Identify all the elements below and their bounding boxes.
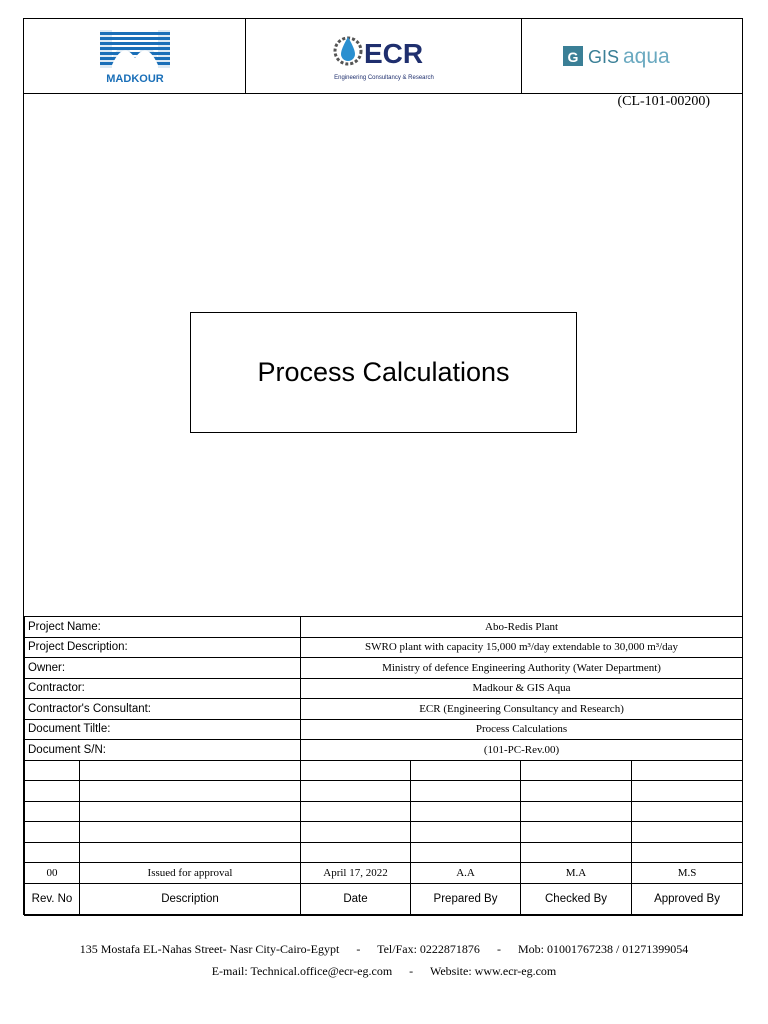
empty-revision-row (25, 760, 743, 781)
table-row (25, 637, 743, 658)
table-row (25, 699, 743, 720)
svg-text:G: G (567, 49, 579, 65)
row-label: Project Name: (25, 617, 301, 638)
header-description: Description (80, 883, 301, 915)
ecr-logo (324, 27, 444, 85)
footer-mobile: Mob: 01001767238 / 01271399054 (517, 942, 689, 956)
empty-revision-row (25, 781, 743, 802)
empty-revision-row (25, 801, 743, 822)
ecr-logo-cell (246, 19, 522, 93)
project-info-table (24, 616, 743, 916)
header-approved-by: Approved By (632, 883, 743, 915)
row-value: (101-PC-Rev.00) (301, 740, 743, 761)
rev-no: 00 (25, 863, 80, 884)
madkour-logo-cell (24, 19, 246, 93)
footer-contact-line (0, 942, 768, 957)
rev-description: Issued for approval (80, 863, 301, 884)
header-rev-no: Rev. No (25, 883, 80, 915)
footer-email[interactable]: E-mail: Technical.office@ecr-eg.com (211, 964, 393, 978)
title-box (190, 312, 577, 433)
madkour-logo (98, 28, 172, 84)
row-label: Contractor: (25, 678, 301, 699)
rev-date: April 17, 2022 (301, 863, 411, 884)
svg-text:Engineering Consultancy & Rese: Engineering Consultancy & Research (333, 75, 434, 81)
document-number: (CL-101-00200) (617, 94, 710, 109)
row-label: Owner: (25, 658, 301, 679)
row-value: Ministry of defence Engineering Authority (Water Department) (301, 658, 743, 679)
row-value: Madkour & GIS Aqua (301, 678, 743, 699)
row-value: SWRO plant with capacity 15,000 m³/day extendable to 30,000 m³/day (301, 637, 743, 658)
revision-header-row (25, 883, 743, 915)
rev-approved-by: M.S (632, 863, 743, 884)
revision-row (25, 863, 743, 884)
document-frame (23, 18, 743, 915)
row-label: Contractor's Consultant: (25, 699, 301, 720)
footer-address: 135 Mostafa EL-Nahas Street- Nasr City-Cairo-Egypt (79, 942, 340, 956)
table-row (25, 678, 743, 699)
svg-text:GIS: GIS (588, 47, 620, 67)
header-checked-by: Checked By (521, 883, 632, 915)
svg-text:ECR: ECR (363, 38, 423, 69)
row-label: Project Description: (25, 637, 301, 658)
table-row (25, 740, 743, 761)
gisaqua-logo-cell (522, 19, 742, 93)
empty-revision-row (25, 842, 743, 863)
svg-text:MADKOUR: MADKOUR (105, 73, 164, 84)
row-value: ECR (Engineering Consultancy and Research) (301, 699, 743, 720)
row-label: Document S/N: (25, 740, 301, 761)
header-prepared-by: Prepared By (411, 883, 521, 915)
logo-header (24, 19, 742, 94)
row-label: Document Tiltle: (25, 719, 301, 740)
empty-revision-row (25, 822, 743, 843)
footer-website[interactable]: Website: www.ecr-eg.com (429, 964, 557, 978)
rev-checked-by: M.A (521, 863, 632, 884)
footer-separator: - (356, 942, 361, 956)
row-value: Abo-Redis Plant (301, 617, 743, 638)
table-row (25, 719, 743, 740)
footer-separator: - (409, 964, 414, 978)
row-value: Process Calculations (301, 719, 743, 740)
footer-web-line (0, 964, 768, 979)
table-row (25, 617, 743, 638)
footer-telfax: Tel/Fax: 0222871876 (377, 942, 480, 956)
header-date: Date (301, 883, 411, 915)
rev-prepared-by: A.A (411, 863, 521, 884)
gisaqua-logo (557, 41, 707, 71)
svg-text:aqua: aqua (623, 45, 670, 68)
footer-separator: - (496, 942, 501, 956)
table-row (25, 658, 743, 679)
document-title: Process Calculations (257, 357, 510, 387)
